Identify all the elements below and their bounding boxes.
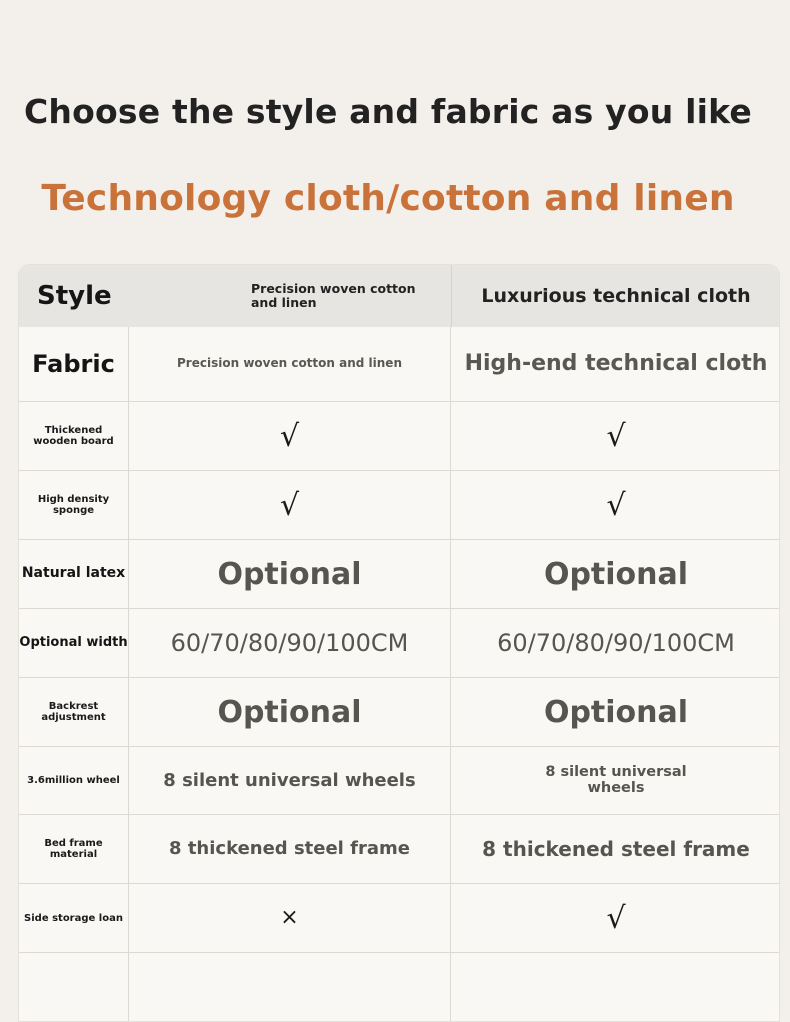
table-row — [19, 815, 780, 884]
row-col1: 8 silent universal wheels — [129, 747, 451, 814]
row-col2: 60/70/80/90/100CM — [497, 628, 735, 657]
table-row — [19, 609, 780, 678]
row-col1: 60/70/80/90/100CM — [129, 609, 451, 677]
row-col2: Optional — [543, 556, 689, 592]
row-label: 3.6million wheel — [19, 747, 129, 814]
table-header-row — [19, 265, 780, 327]
row-label: Backrest adjustment — [19, 678, 129, 746]
header-col1: Precision woven cotton and linen — [251, 281, 416, 310]
header-style-label: Style — [37, 280, 112, 311]
row-label: Thickened wooden board — [19, 402, 129, 470]
row-label: Side storage loan — [19, 884, 129, 952]
row-col1: 8 thickened steel frame — [129, 815, 451, 883]
row-col1: Optional — [129, 678, 451, 746]
check-mark-icon: √ — [606, 900, 626, 936]
table-row — [19, 884, 780, 953]
row-col1: Precision woven cotton and linen — [129, 327, 451, 401]
row-col2: 8 thickened steel frame — [482, 837, 750, 861]
table-row — [19, 747, 780, 815]
row-label: Fabric — [32, 349, 115, 378]
subheadline: Technology cloth/cotton and linen — [41, 178, 735, 219]
row-label: Optional width — [19, 609, 129, 677]
row-col1: Optional — [129, 540, 451, 608]
row-label — [19, 953, 129, 1022]
table-row — [19, 678, 780, 747]
row-col2: 8 silent universal wheels — [545, 763, 687, 796]
headline: Choose the style and fabric as you like — [24, 92, 752, 131]
row-label: High density sponge — [19, 471, 129, 539]
comparison-table — [18, 264, 780, 1022]
table-row — [19, 471, 780, 540]
check-mark-icon: √ — [606, 487, 626, 523]
row-label: Natural latex — [19, 540, 129, 608]
table-row-empty — [19, 953, 780, 1022]
check-mark-icon: √ — [606, 418, 626, 454]
header-divider — [451, 265, 452, 327]
table-row — [19, 327, 780, 402]
row-col2: Optional — [543, 694, 689, 730]
check-mark-icon: √ — [279, 487, 300, 523]
header-col2: Luxurious technical cloth — [481, 284, 751, 307]
cross-mark-icon: × — [280, 904, 299, 930]
table-row — [19, 540, 780, 609]
table-row — [19, 402, 780, 471]
row-label: Bed frame material — [19, 815, 129, 883]
row-col1 — [129, 953, 451, 1022]
row-col2: High-end technical cloth — [464, 350, 768, 376]
check-mark-icon: √ — [279, 418, 300, 454]
row-col2 — [451, 953, 780, 1022]
